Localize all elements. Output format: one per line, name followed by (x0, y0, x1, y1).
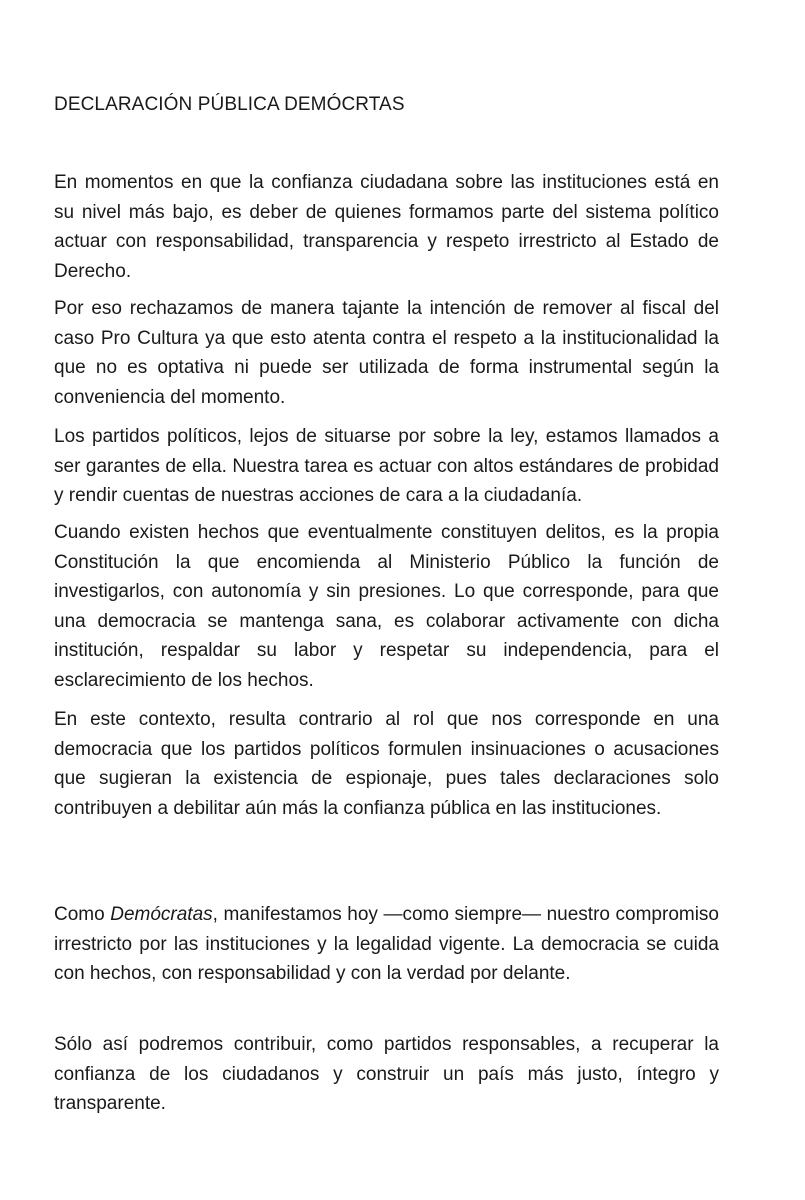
party-name: Demócratas (110, 904, 213, 925)
paragraph-3: Los partidos políticos, lejos de situarse por sobre la ley, estamos llamados a ser garantes de ella. Nuestra tarea es actuar con altos estándares de probidad y rendir cuentas de nuestras acciones de cara a la ciudadanía. (54, 426, 719, 507)
paragraph-2: Por eso rechazamos de manera tajante la intención de remover al fiscal del caso Pro Cultura ya que esto atenta contra el respeto a la institucionalidad la que no es optativa ni puede ser utilizada de forma instrumental según la conveniencia del momento. (54, 298, 719, 408)
paragraph-1: En momentos en que la confianza ciudadana sobre las instituciones está en su nivel más bajo, es deber de quienes formamos parte del sistema político actuar con responsabilidad, transparencia y respeto irrestricto al Estado de Derecho. (54, 172, 719, 282)
final-paragraph: Sólo así podremos contribuir, como partidos responsables, a recuperar la confianza de los ciudadanos y construir un país más justo, íntegro y transparente. (54, 1034, 719, 1115)
closing-rest: , manifestamos hoy —como siempre— nuestro compromiso irrestricto por las instituciones y la legalidad vigente. La democracia se cuida con hechos, con responsabilidad y con la verdad por delante. (54, 904, 719, 985)
paragraph-5: En este contexto, resulta contrario al rol que nos corresponde en una democracia que los partidos políticos formulen insinuaciones o acusaciones que sugieran la existencia de espionaje, pues tales declaraciones solo contribuyen a debilitar aún más la confianza pública en las instituciones. (54, 709, 719, 819)
closing-paragraph (54, 900, 719, 989)
paragraph-4: Cuando existen hechos que eventualmente constituyen delitos, es la propia Constitución la que encomienda al Ministerio Público la función de investigarlos, con autonomía y sin presiones. Lo que corresponde, para que una democracia se mantenga sana, es colaborar activamente con dicha institución, respaldar su labor y respetar su independencia, para el esclarecimiento de los hechos. (54, 522, 719, 691)
closing-lead: Como (54, 904, 111, 925)
document-title: DECLARACIÓN PÚBLICA DEMÓCRTAS (54, 94, 405, 115)
